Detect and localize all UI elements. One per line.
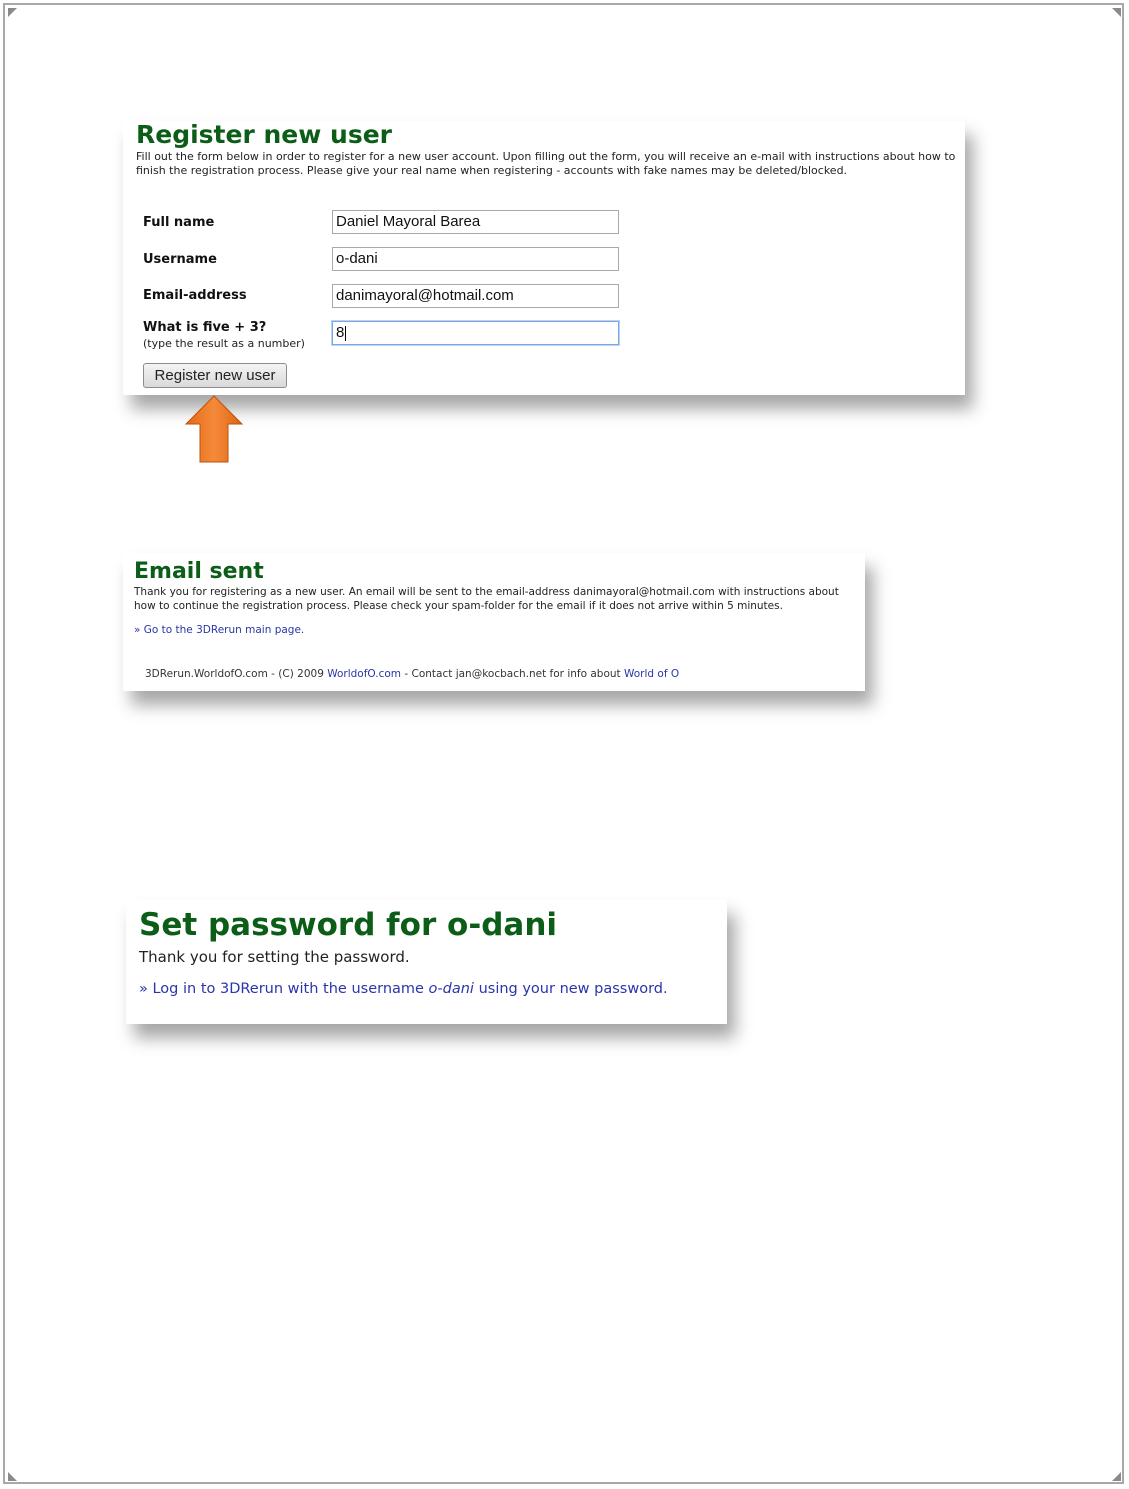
full-name-label: Full name bbox=[143, 215, 215, 230]
captcha-answer-input[interactable] bbox=[332, 321, 619, 345]
email-address-input[interactable]: danimayoral@hotmail.com bbox=[332, 284, 619, 308]
email-sent-title: Email sent bbox=[134, 559, 264, 584]
login-link-suffix: using your new password. bbox=[473, 981, 668, 997]
password-thanks-message: Thank you for setting the password. bbox=[139, 948, 410, 966]
email-sent-message: Thank you for registering as a new user. An email will be sent to the email-address danimayoral@hotmail.com with instructions about how to continue the registration process. Please check your spam-folder for the email if it does not arrive within 5 minutes. bbox=[134, 586, 839, 612]
text-caret bbox=[345, 326, 346, 341]
footer-prefix: 3DRerun.WorldofO.com - (C) 2009 bbox=[145, 668, 328, 680]
username-input[interactable]: o-dani bbox=[332, 247, 619, 271]
set-password-panel bbox=[126, 900, 727, 1024]
captcha-question-label: What is five + 3? bbox=[143, 320, 267, 335]
captcha-answer-value: 8 bbox=[336, 324, 345, 341]
main-page-link[interactable]: » Go to the 3DRerun main page. bbox=[134, 624, 305, 636]
email-sent-panel bbox=[123, 553, 865, 691]
corner-mark-bottom-left bbox=[8, 1472, 17, 1481]
login-link-username: o-dani bbox=[428, 981, 474, 997]
up-arrow-icon bbox=[184, 394, 244, 464]
email-address-label: Email-address bbox=[143, 288, 247, 303]
login-link-prefix: » Log in to 3DRerun with the username bbox=[139, 981, 429, 997]
corner-mark-top-left bbox=[8, 8, 17, 17]
captcha-hint: (type the result as a number) bbox=[143, 337, 305, 350]
full-name-input[interactable]: Daniel Mayoral Barea bbox=[332, 210, 619, 234]
login-link[interactable] bbox=[139, 981, 668, 997]
set-password-title: Set password for o-dani bbox=[139, 907, 558, 943]
footer-world-of-o-link[interactable]: World of O bbox=[623, 668, 680, 680]
corner-mark-top-right bbox=[1112, 8, 1121, 17]
site-footer bbox=[145, 668, 679, 680]
register-new-user-button[interactable]: Register new user bbox=[143, 363, 287, 388]
register-intro: Fill out the form below in order to register for a new user account. Upon filling out the form, you will receive an e-mail with instructions about how to finish the registration process. Please give your real name when registering - accounts with fake names may be deleted/blocked. bbox=[136, 150, 956, 177]
footer-contact-text: - Contact jan@kocbach.net for info about bbox=[401, 668, 624, 680]
username-label: Username bbox=[143, 252, 217, 267]
register-panel bbox=[123, 121, 965, 395]
register-title: Register new user bbox=[136, 120, 393, 149]
footer-worldofo-link[interactable]: WorldofO.com bbox=[327, 668, 402, 680]
corner-mark-bottom-right bbox=[1112, 1472, 1121, 1481]
